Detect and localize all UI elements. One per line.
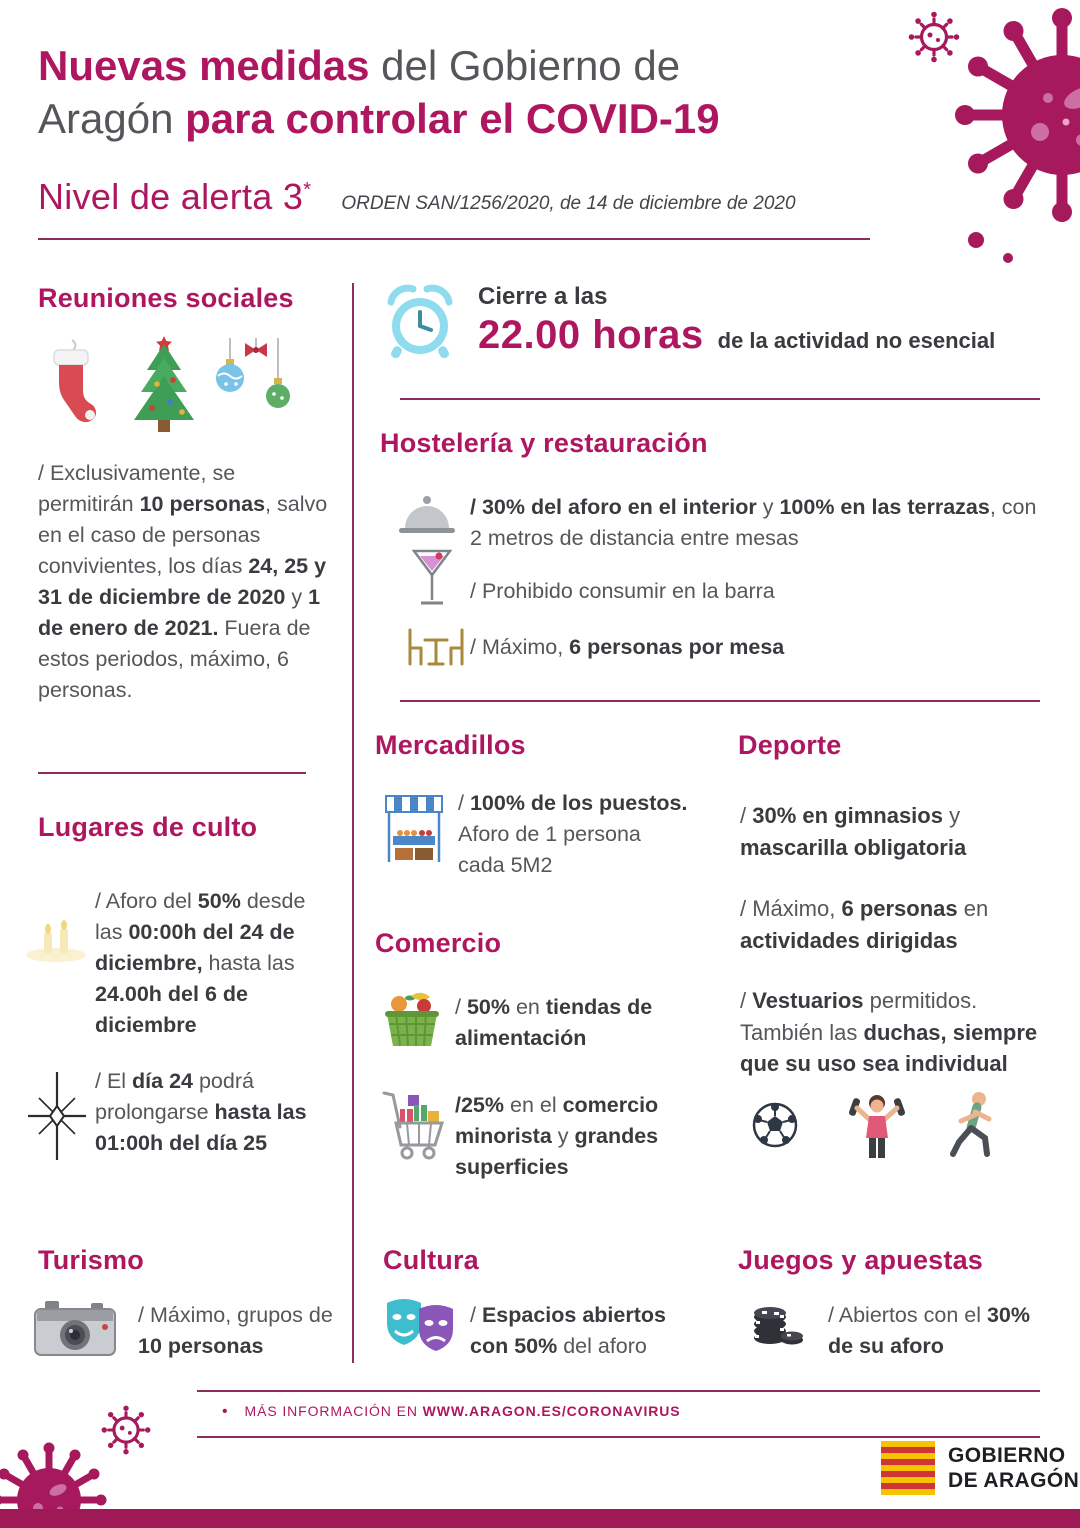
cocktail-icon	[412, 548, 452, 608]
candles-icon	[24, 918, 88, 964]
market-stall-icon	[383, 792, 445, 866]
grocery-basket-icon	[383, 988, 441, 1052]
title-line-1: Nuevas medidas del Gobierno de	[38, 42, 681, 89]
bottom-bar	[0, 1509, 1080, 1528]
section-title-deporte: Deporte	[738, 730, 842, 760]
virus-outline-icon	[905, 8, 963, 66]
table-chairs-icon	[402, 622, 470, 668]
hosteleria-item-2: / Prohibido consumir en la barra	[470, 579, 775, 603]
alert-row	[38, 176, 796, 218]
comercio-item-1: / 50% en tiendas de alimentación	[455, 995, 653, 1050]
logo-line-2: DE ARAGÓN	[948, 1469, 1080, 1492]
closure-line	[478, 313, 995, 358]
runner-icon	[945, 1090, 1001, 1164]
turismo-item-1: / Máximo, grupos de 10 personas	[138, 1303, 333, 1358]
section-title-hosteleria: Hostelería y restauración	[380, 428, 708, 458]
header-divider	[38, 238, 870, 240]
closure-rest: de la actividad no esencial	[717, 328, 996, 353]
shopping-cart-icon	[380, 1085, 446, 1161]
logo-text	[948, 1443, 1079, 1493]
comercio-item-2: /25% en el comercio minorista y grandes superficies	[455, 1093, 659, 1179]
title-line-2: Aragón para controlar el COVID-19	[38, 94, 720, 142]
section-title-reuniones: Reuniones sociales	[38, 283, 294, 313]
deporte-item-2: / Máximo, 6 personas en actividades dirigidas	[740, 896, 989, 953]
hosteleria-item-1: / 30% del aforo en el interior y 100% en las terrazas, con 2 metros de distancia entre mesas	[470, 495, 1037, 550]
section-title-culto: Lugares de culto	[38, 812, 258, 842]
closure-intro: Cierre a las	[478, 283, 608, 310]
culto-item-1: / Aforo del 50% desde las 00:00h del 24 de diciembre, hasta las 24.00h del 6 de diciembre	[95, 889, 306, 1037]
footer-info-url[interactable]: WWW.ARAGON.ES/CORONAVIRUS	[422, 1403, 681, 1419]
closure-divider	[400, 398, 1040, 400]
camera-icon	[33, 1293, 117, 1361]
section-title-mercadillos: Mercadillos	[375, 730, 526, 760]
closure-time: 22.00 horas	[478, 313, 704, 357]
stocking-icon	[42, 338, 102, 430]
footer-divider-top	[197, 1390, 1040, 1392]
cultura-item-1: / Espacios abiertos con 50% del aforo	[470, 1303, 666, 1358]
culto-item-2: / El día 24 podrá prolongarse hasta las 01:00h del día 25	[95, 1069, 307, 1155]
christmas-tree-icon	[124, 336, 204, 436]
footer-divider-bottom	[197, 1436, 1040, 1438]
weights-icon	[845, 1092, 909, 1164]
alarm-clock-icon	[380, 282, 460, 362]
footer-info-label: MÁS INFORMACIÓN EN	[244, 1403, 423, 1419]
juegos-item-1: / Abiertos con el 30% de su aforo	[828, 1303, 1030, 1358]
page-title	[38, 40, 878, 146]
hosteleria-item-3: / Máximo, 6 personas por mesa	[470, 635, 785, 659]
section-title-cultura: Cultura	[383, 1245, 479, 1275]
poker-chips-icon	[750, 1292, 804, 1350]
alert-level: Nivel de alerta 3*	[38, 176, 312, 217]
aragon-flag-icon	[880, 1441, 936, 1495]
cloche-icon	[398, 490, 456, 542]
reuniones-body: / Exclusivamente, se permitirán 10 personas, salvo en el caso de personas convivientes, los días 24, 25 y 31 de diciembre de 2020 y 1 de enero de 2021. Fuera de estos periodos, máximo, 6 personas.	[38, 461, 328, 702]
section-title-juegos: Juegos y apuestas	[738, 1245, 984, 1275]
logo-line-1: GOBIERNO	[948, 1444, 1066, 1467]
order-reference: ORDEN SAN/1256/2020, de 14 de diciembre de 2020	[341, 193, 796, 214]
deporte-item-1: / 30% en gimnasios y mascarilla obligatoria	[740, 803, 967, 860]
section-title-turismo: Turismo	[38, 1245, 144, 1275]
footer-info	[222, 1403, 681, 1421]
left-divider	[38, 772, 306, 774]
mercadillos-item-1: / 100% de los puestos. Aforo de 1 persona cada 5M2	[458, 791, 688, 877]
theater-masks-icon	[383, 1293, 457, 1359]
column-divider	[352, 283, 354, 1363]
footer-bullet: •	[222, 1403, 229, 1420]
ornaments-icon	[216, 338, 296, 442]
alert-asterisk: *	[303, 179, 312, 201]
gobierno-aragon-logo	[880, 1441, 1079, 1495]
star-icon	[26, 1072, 88, 1160]
deporte-item-3: / Vestuarios permitidos. También las duchas, siempre que su uso sea individual	[740, 988, 1038, 1077]
hosteleria-divider	[400, 700, 1040, 702]
soccer-ball-icon	[752, 1102, 798, 1148]
closure-block	[478, 283, 995, 358]
section-title-comercio: Comercio	[375, 928, 502, 958]
